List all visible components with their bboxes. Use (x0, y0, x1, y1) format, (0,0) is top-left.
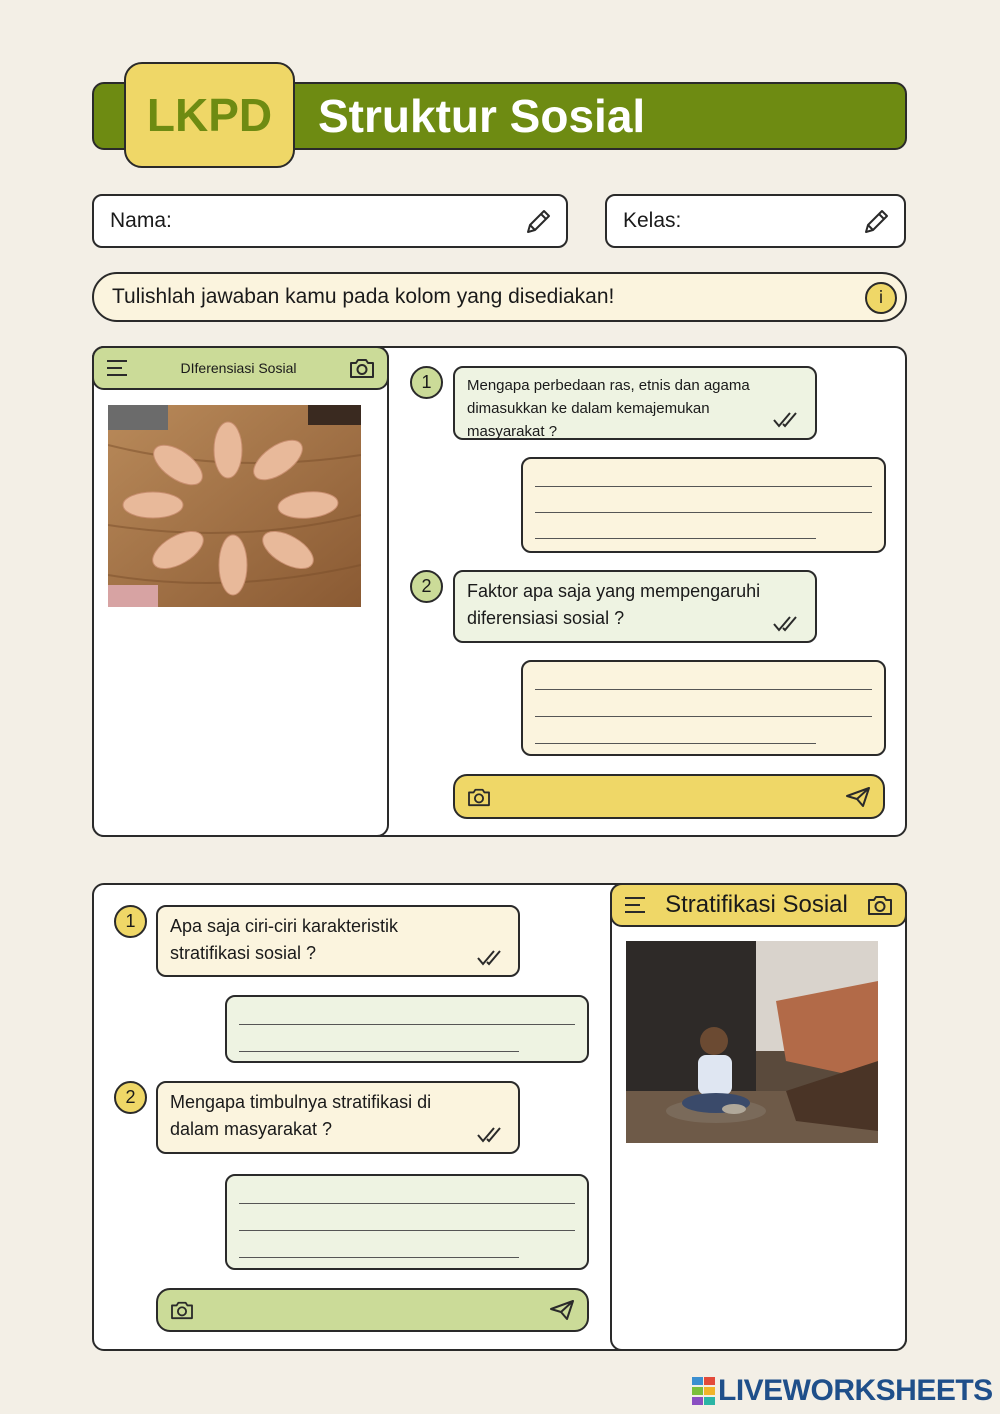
question-text: Faktor apa saja yang mempengaruhi diferensiasi sosial ? (467, 581, 761, 628)
section-title: Stratifikasi Sosial (665, 891, 848, 918)
question-number: 1 (410, 366, 443, 399)
send-icon[interactable] (845, 786, 871, 808)
check-double-icon (476, 1125, 508, 1145)
camera-icon[interactable] (867, 894, 893, 916)
page-title: Struktur Sosial (318, 90, 646, 142)
answer-box[interactable] (225, 1174, 589, 1270)
question-bubble (156, 1081, 520, 1154)
camera-icon[interactable] (349, 357, 375, 379)
answer-box[interactable] (225, 995, 589, 1063)
brand-text: LIVEWORKSHEETS (718, 1374, 993, 1407)
nama-label: Nama: (110, 209, 172, 232)
answer-box[interactable] (521, 660, 886, 756)
send-icon[interactable] (549, 1299, 575, 1321)
phone-header-stratifikasi (610, 883, 907, 927)
question-bubble (453, 570, 817, 643)
liveworksheets-logo (692, 1374, 993, 1408)
question-number: 1 (114, 905, 147, 938)
message-bar[interactable] (453, 774, 885, 819)
instruction-banner (92, 272, 907, 322)
question-number: 2 (114, 1081, 147, 1114)
question-bubble (156, 905, 520, 977)
hands-photo (108, 405, 361, 607)
check-double-icon (772, 410, 804, 430)
camera-icon[interactable] (467, 787, 491, 807)
question-text: Mengapa timbulnya stratifikasi di dalam masyarakat ? (170, 1092, 432, 1139)
nama-field[interactable] (92, 194, 568, 248)
pencil-icon (522, 206, 554, 238)
question-number: 2 (410, 570, 443, 603)
question-text: Mengapa perbedaan ras, etnis dan agama dimasukkan ke dalam kemajemukan masyarakat ? (467, 377, 750, 440)
question-bubble (453, 366, 817, 440)
check-double-icon (772, 614, 804, 634)
kelas-field[interactable] (605, 194, 906, 248)
answer-box[interactable] (521, 457, 886, 553)
kelas-label: Kelas: (623, 209, 682, 232)
menu-icon[interactable] (624, 896, 646, 914)
pencil-icon (860, 206, 892, 238)
liveworksheets-logo-icon (692, 1377, 716, 1405)
info-icon: i (865, 282, 897, 314)
header-badge: LKPD (124, 62, 295, 168)
camera-icon[interactable] (170, 1300, 194, 1320)
section-title: DIferensiasi Sosial (180, 360, 297, 376)
phone-header-diferensiasi (92, 346, 389, 390)
question-text: Apa saja ciri-ciri karakteristik stratifikasi sosial ? (170, 916, 399, 963)
check-double-icon (476, 948, 508, 968)
poverty-photo (626, 941, 878, 1143)
instruction-text: Tulishlah jawaban kamu pada kolom yang disediakan! (112, 285, 615, 308)
message-bar[interactable] (156, 1288, 589, 1332)
menu-icon[interactable] (106, 359, 128, 377)
